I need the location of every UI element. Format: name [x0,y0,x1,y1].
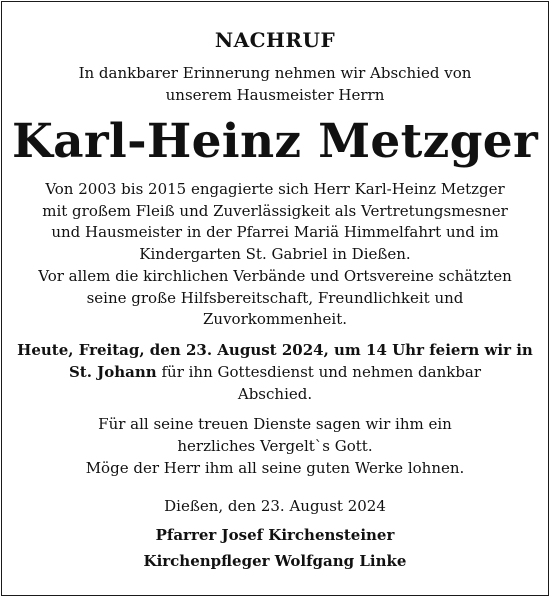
service-line-rest: für ihn Gottesdienst und nehmen dankbar [156,363,482,381]
service-announcement [2,339,548,405]
tribute-line: seine große Hilfsbereitschaft, Freundlichkeit und [86,288,464,307]
signature-pastor: Pfarrer Josef Kirchensteiner [155,526,395,544]
tribute-line: Zuvorkommenheit. [203,310,347,329]
place-date: Dießen, den 23. August 2024 [164,497,386,515]
service-date-bold: Heute, Freitag, den 23. August 2024, um 14 Uhr feiern wir in [17,341,533,359]
thanks-line: Für all seine treuen Dienste sagen wir ihm ein [98,415,452,433]
deceased-name: Karl-Heinz Metzger [11,114,539,169]
tribute-line: mit großem Fleiß und Zuverlässigkeit als Vertretungsmesner [42,201,508,220]
thanks-text [2,413,548,479]
intro-line: unserem Hausmeister Herrn [165,86,385,104]
tribute-line: Vor allem die kirchlichen Verbände und Ortsvereine schätzten [38,266,512,285]
tribute-line: Von 2003 bis 2015 engagierte sich Herr Karl-Heinz Metzger [45,180,505,198]
tribute-line: Kindergarten St. Gabriel in Dießen. [139,245,411,264]
notice-heading: NACHRUF [214,28,336,52]
signature-church-warden: Kirchenpfleger Wolfgang Linke [143,552,407,570]
service-line: Abschied. [237,385,313,403]
intro-text [2,62,548,106]
intro-line: In dankbarer Erinnerung nehmen wir Abschied von [78,64,472,82]
thanks-line: Möge der Herr ihm all seine guten Werke lohnen. [85,459,465,477]
tribute-line: und Hausmeister in der Pfarrei Mariä Himmelfahrt und im [51,223,499,242]
service-line [2,339,548,361]
service-location-bold: St. Johann [68,363,157,381]
thanks-line: herzliches Vergelt`s Gott. [177,437,373,455]
service-line [2,361,548,383]
obituary-notice [1,1,549,596]
tribute-text [2,179,548,331]
